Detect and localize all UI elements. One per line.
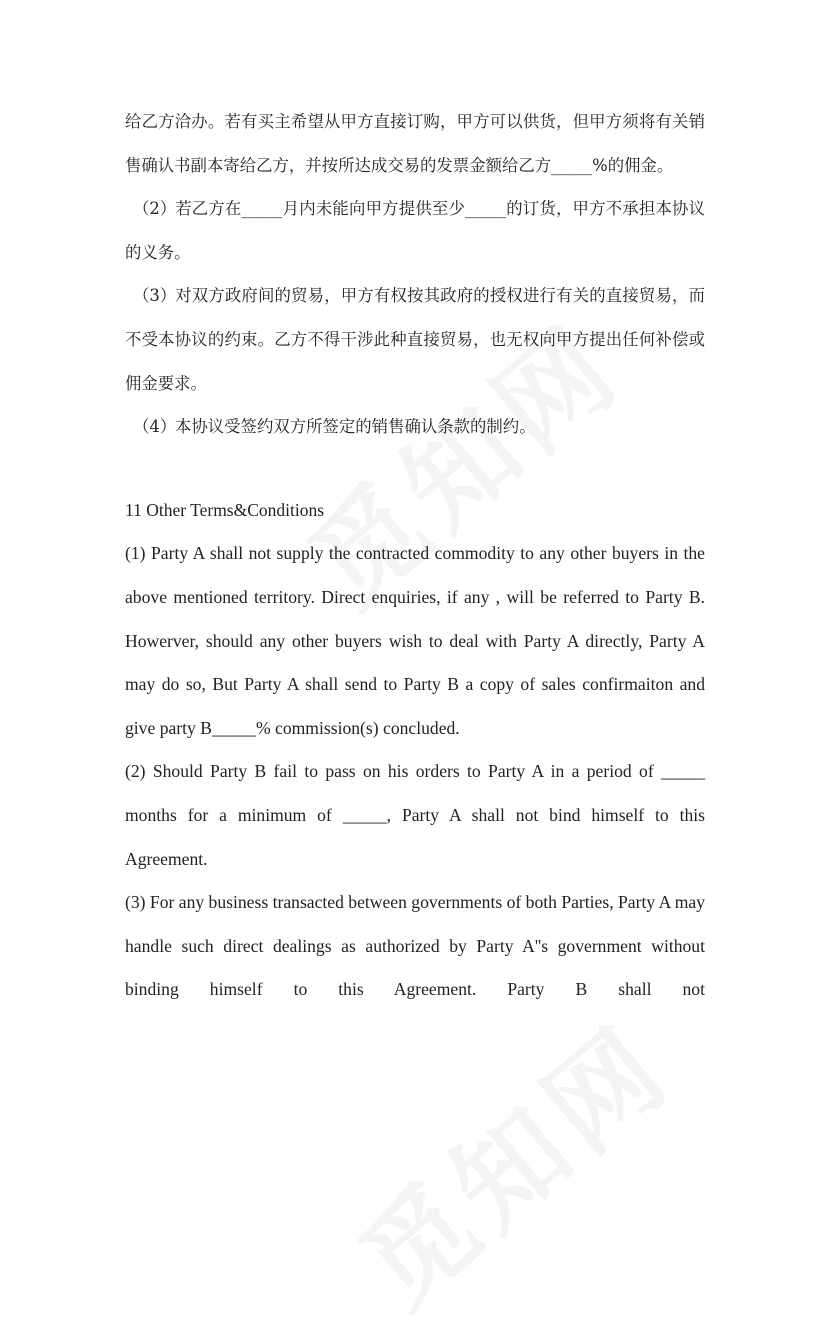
zh-paragraph-text: 本协议受签约双方所签定的销售确认条款的制约。 bbox=[175, 417, 536, 437]
zh-paragraph-1 bbox=[125, 100, 705, 187]
zh-paragraph-3 bbox=[125, 274, 705, 405]
zh-paragraph-4 bbox=[125, 405, 705, 449]
section-title: 11 Other Terms&Conditions bbox=[125, 499, 325, 520]
en-paragraph-2: (2) Should Party B fail to pass on his orders to Party A in a period of _____ months for a minimum of _____, Party A shall not bind himself to this Agreement. bbox=[125, 761, 705, 869]
zh-paragraph-2 bbox=[125, 187, 705, 274]
zh-clause-number: （3） bbox=[133, 286, 177, 306]
zh-paragraph-text: 对双方政府间的贸易，甲方有权按其政府的授权进行有关的直接贸易，而不受本协议的约束。乙方不得干涉此种直接贸易，也无权向甲方提出任何补偿或佣金要求。 bbox=[125, 286, 705, 393]
zh-clause-number: （2） bbox=[133, 199, 177, 219]
zh-clause-number: （4） bbox=[133, 417, 177, 437]
en-paragraph-3: (3) For any business transacted between governments of both Parties, Party A may handle such direct dealings as authorized by Party A''s government without binding himself to this Agreement. Party B shall not bbox=[125, 892, 705, 1000]
watermark bbox=[321, 983, 698, 1335]
document-body bbox=[125, 100, 705, 1012]
zh-paragraph-text: 若乙方在_____月内未能向甲方提供至少_____的订货，甲方不承担本协议的义务。 bbox=[125, 199, 705, 262]
zh-paragraph-text: 给乙方洽办。若有买主希望从甲方直接订购，甲方可以供货，但甲方须将有关销售确认书副本寄给乙方，并按所达成交易的发票金额给乙方_____%的佣金。 bbox=[125, 112, 705, 175]
en-paragraph-1: (1) Party A shall not supply the contracted commodity to any other buyers in the above mentioned territory. Direct enquiries, if any , will be referred to Party B. Howerver, should any other buyers wish to deal with Party A directly, Party A may do so, But Party A shall send to Party B a copy of sales confirmaiton and give party B_____% commission(s) concluded. bbox=[125, 543, 705, 738]
